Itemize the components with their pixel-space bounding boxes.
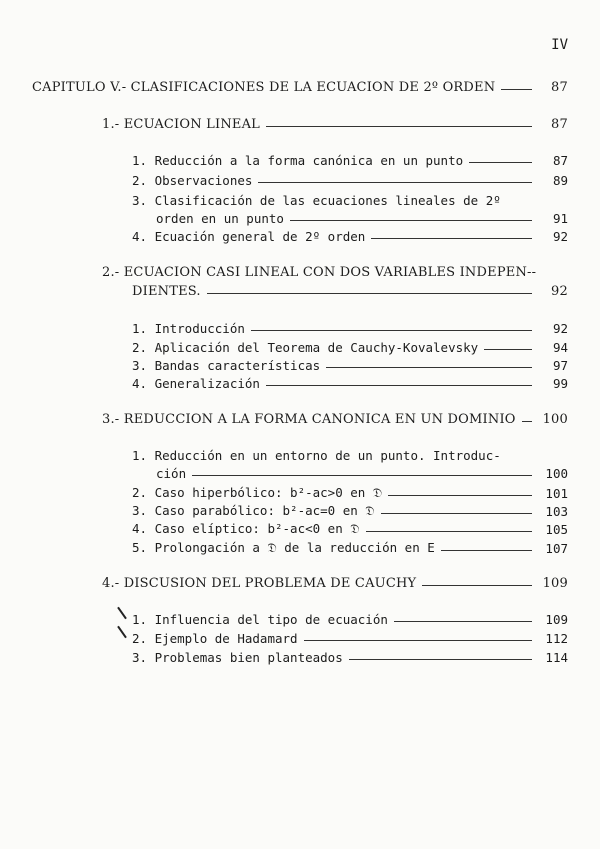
- toc-section: [102, 117, 568, 132]
- toc-item: [132, 540, 568, 556]
- page-ref: 87: [552, 153, 568, 168]
- leader-line: [326, 367, 532, 368]
- page-ref: 94: [552, 340, 568, 355]
- handwritten-tick-mark: [117, 626, 127, 639]
- toc-section: [102, 412, 568, 427]
- item-title: 4. Caso elíptico: b²-ac<0 en 𝔇: [132, 521, 360, 536]
- toc-item: [132, 153, 568, 168]
- leader-line: [422, 585, 532, 586]
- page-ref: 99: [552, 376, 568, 391]
- toc-section: [102, 576, 568, 591]
- toc-item: [156, 466, 568, 481]
- page-ref: 91: [552, 211, 568, 226]
- leader-line: [266, 126, 532, 127]
- leader-line: [469, 162, 532, 163]
- item-title: 3. Problemas bien planteados: [132, 650, 343, 665]
- section-title: 3.- REDUCCION A LA FORMA CANONICA EN UN DOMINIO: [102, 412, 516, 427]
- toc-item: [132, 631, 568, 646]
- page-ref: 101: [545, 486, 568, 501]
- page-ref: 112: [545, 631, 568, 646]
- page-ref: 114: [545, 650, 568, 665]
- page-ref: 109: [542, 576, 568, 591]
- handwritten-tick-mark: [117, 607, 127, 620]
- leader-line: [388, 495, 532, 496]
- leader-line: [371, 238, 532, 239]
- toc-item: [132, 173, 568, 188]
- toc-section: [132, 284, 568, 299]
- section-title-line1: 2.- ECUACION CASI LINEAL CON DOS VARIABLES INDEPEN--: [102, 265, 537, 280]
- toc-item: [132, 612, 568, 627]
- page-number: IV: [551, 37, 568, 53]
- item-title: 2. Aplicación del Teorema de Cauchy-Kovalevsky: [132, 340, 479, 355]
- toc-item: [132, 340, 568, 355]
- toc-item: [132, 650, 568, 665]
- chapter-title: CAPITULO V.- CLASIFICACIONES DE LA ECUACION DE 2º ORDEN: [32, 80, 496, 95]
- leader-line: [501, 89, 532, 90]
- leader-line: [441, 550, 532, 551]
- page-ref: 105: [545, 522, 568, 537]
- leader-line: [484, 349, 532, 350]
- page-ref: 107: [545, 541, 568, 556]
- page-ref: 103: [545, 504, 568, 519]
- toc-chapter: [32, 80, 568, 95]
- item-title: 4. Generalización: [132, 376, 260, 391]
- item-title: 5. Prolongación a 𝔇 de la reducción en E: [132, 540, 435, 555]
- toc-item: [156, 211, 568, 226]
- page-ref: 97: [552, 358, 568, 373]
- page-ref: 92: [552, 321, 568, 336]
- item-title-line1: 3. Clasificación de las ecuaciones lineales de 2º: [132, 193, 501, 208]
- item-title: 2. Caso hiperbólico: b²-ac>0 en 𝔇: [132, 485, 383, 500]
- page-ref: 100: [542, 412, 568, 427]
- toc-item: [132, 358, 568, 373]
- page-ref: 100: [545, 466, 568, 481]
- toc-item: [132, 321, 568, 336]
- item-title: 2. Observaciones: [132, 173, 253, 188]
- item-title: 1. Reducción a la forma canónica en un punto: [132, 153, 464, 168]
- toc-item: [132, 485, 568, 501]
- leader-line: [207, 293, 532, 294]
- item-title-line1: 1. Reducción en un entorno de un punto. Introduc-: [132, 448, 501, 463]
- toc-item: [132, 503, 568, 519]
- section-title: 1.- ECUACION LINEAL: [102, 117, 261, 132]
- item-title: 3. Caso parabólico: b²-ac=0 en 𝔇: [132, 503, 375, 518]
- leader-line: [258, 182, 532, 183]
- item-title-line2: ción: [156, 466, 187, 481]
- item-title: 2. Ejemplo de Hadamard: [132, 631, 298, 646]
- item-title: 3. Bandas características: [132, 358, 321, 373]
- leader-line: [192, 475, 532, 476]
- page-ref: 87: [551, 80, 568, 95]
- page-ref: 92: [551, 284, 568, 299]
- section-title-line2: DIENTES.: [132, 284, 201, 299]
- page-ref: 87: [551, 117, 568, 132]
- item-title: 1. Introducción: [132, 321, 245, 336]
- toc-item: [132, 229, 568, 244]
- item-title: 1. Influencia del tipo de ecuación: [132, 612, 388, 627]
- leader-line: [522, 421, 532, 422]
- leader-line: [290, 220, 532, 221]
- leader-line: [304, 640, 532, 641]
- page-ref: 109: [545, 612, 568, 627]
- leader-line: [394, 621, 532, 622]
- leader-line: [349, 659, 532, 660]
- leader-line: [266, 385, 532, 386]
- page-ref: 92: [552, 229, 568, 244]
- page-ref: 89: [552, 173, 568, 188]
- toc-item: [132, 521, 568, 537]
- leader-line: [366, 531, 532, 532]
- section-title: 4.- DISCUSION DEL PROBLEMA DE CAUCHY: [102, 576, 417, 591]
- toc-item: [132, 376, 568, 391]
- leader-line: [251, 330, 532, 331]
- item-title-line2: orden en un punto: [156, 211, 284, 226]
- leader-line: [381, 513, 532, 514]
- item-title: 4. Ecuación general de 2º orden: [132, 229, 366, 244]
